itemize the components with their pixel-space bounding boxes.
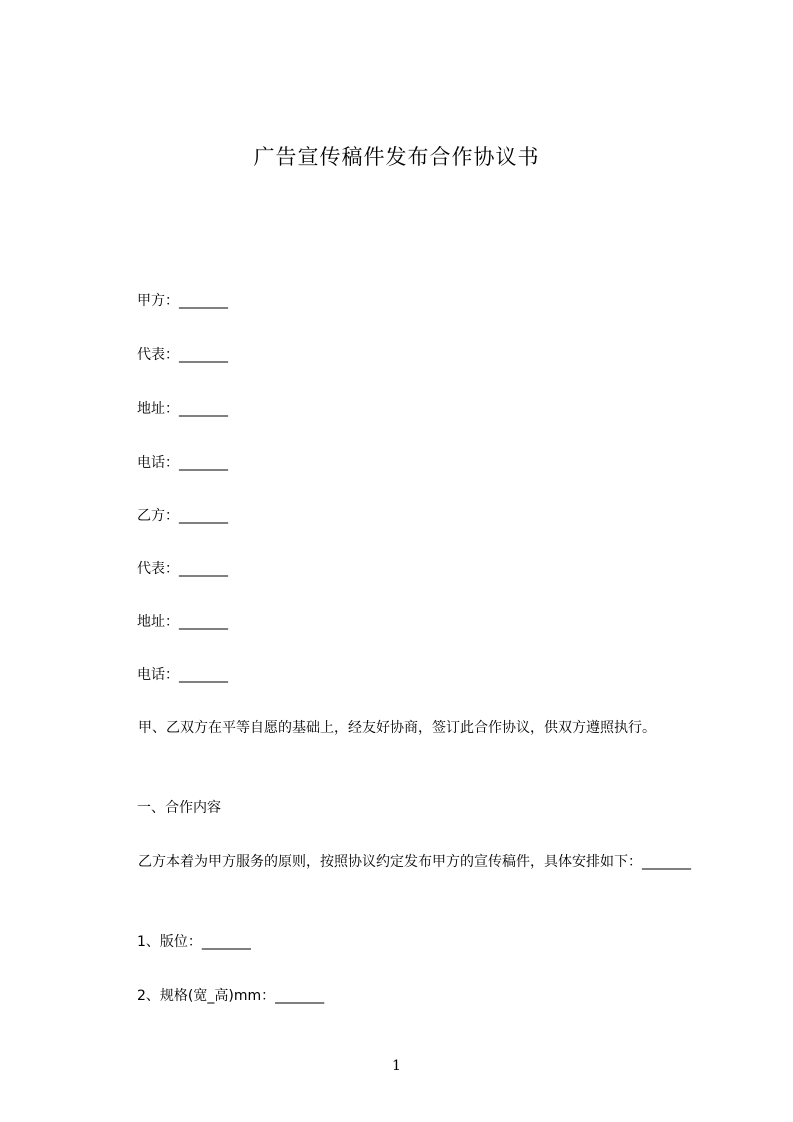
document-title: 广告宣传稿件发布合作协议书 xyxy=(253,145,540,169)
party-a-phone-line: 电话：_______ xyxy=(137,455,228,471)
party-b-phone-line: 电话：_______ xyxy=(137,667,228,683)
party-b-representative-line: 代表：_______ xyxy=(137,561,228,577)
item-1-layout-position: 1、版位：_______ xyxy=(137,934,251,950)
item-2-dimensions: 2、规格(宽_高)mm：_______ xyxy=(137,988,325,1004)
intro-paragraph: 甲、乙双方在平等自愿的基础上，经友好协商，签订此合作协议，供双方遵照执行。 xyxy=(138,720,656,736)
party-a-representative-line: 代表：_______ xyxy=(137,347,228,363)
party-b-name-line: 乙方：_______ xyxy=(137,508,228,524)
page-number: 1 xyxy=(392,1058,401,1074)
party-a-name-line: 甲方：_______ xyxy=(137,293,228,309)
party-b-address-line: 地址：_______ xyxy=(137,614,228,630)
party-a-address-line: 地址：_______ xyxy=(137,401,228,417)
section-1-paragraph: 乙方本着为甲方服务的原则，按照协议约定发布甲方的宣传稿件，具体安排如下：_______ xyxy=(138,854,691,870)
section-1-heading: 一、合作内容 xyxy=(137,800,221,816)
